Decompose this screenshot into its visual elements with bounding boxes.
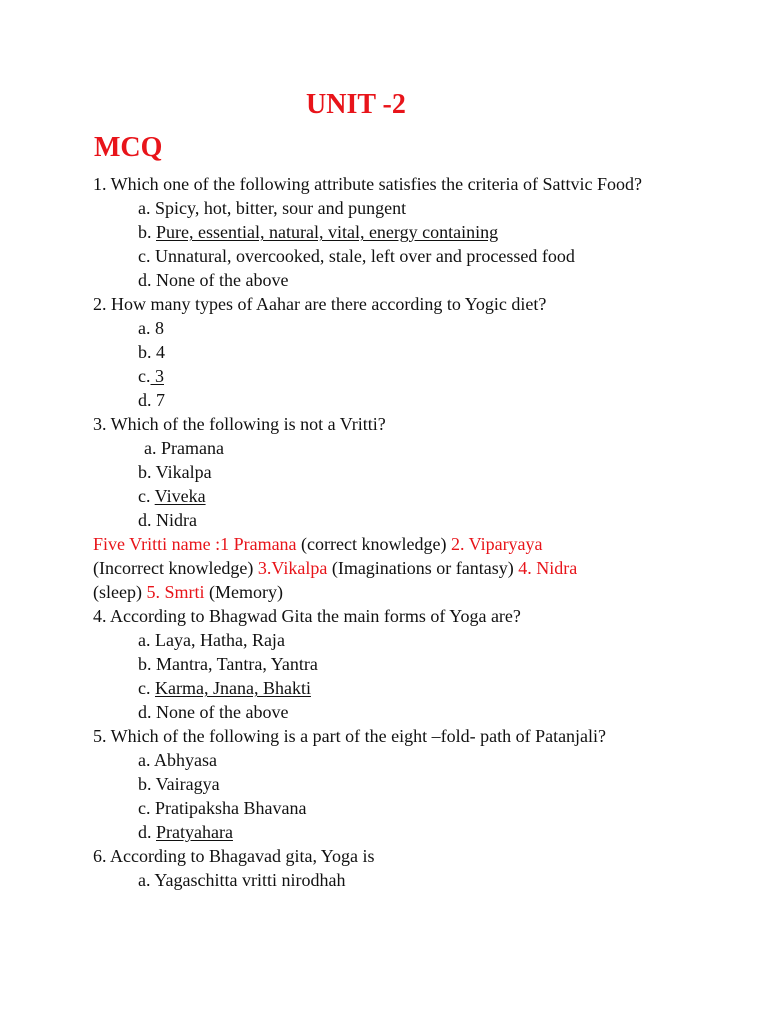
question-4-option-d: d. None of the above <box>138 702 289 722</box>
question-3-option-c <box>93 484 753 508</box>
vritti-meaning-3: (Imaginations or fantasy) <box>327 558 519 578</box>
option-label: d. <box>138 822 156 842</box>
vritti-meaning-1: (correct knowledge) <box>296 534 451 554</box>
correct-answer: 3 <box>150 366 164 386</box>
option-label: c. <box>138 366 151 386</box>
vritti-name-5: 5. Smrti <box>146 582 205 602</box>
correct-answer: Viveka <box>154 486 206 506</box>
question-2: 2. How many types of Aahar are there according to Yogic diet? <box>93 294 547 314</box>
question-2-option-a: a. 8 <box>138 318 164 338</box>
question-3-option-b: b. Vikalpa <box>138 462 212 482</box>
vritti-name-1: Five Vritti name :1 Pramana <box>93 534 297 554</box>
question-1-option-b <box>93 220 753 244</box>
question-3-option-a: a. Pramana <box>144 438 224 458</box>
option-label: c. <box>138 678 155 698</box>
question-4: 4. According to Bhagwad Gita the main forms of Yoga are? <box>93 606 521 626</box>
question-4-option-c <box>93 676 753 700</box>
question-4-option-b: b. Mantra, Tantra, Yantra <box>138 654 318 674</box>
correct-answer: Karma, Jnana, Bhakti <box>155 678 311 698</box>
question-1-option-c: c. Unnatural, overcooked, stale, left over and processed food <box>138 246 575 266</box>
vritti-name-3: 3.Vikalpa <box>257 558 328 578</box>
question-1-option-d: d. None of the above <box>138 270 289 290</box>
question-6: 6. According to Bhagavad gita, Yoga is <box>93 846 375 866</box>
question-5-option-d <box>93 820 753 844</box>
unit-title: UNIT -2 <box>306 89 406 120</box>
question-1: 1. Which one of the following attribute satisfies the criteria of Sattvic Food? <box>93 174 643 194</box>
question-2-option-b: b. 4 <box>138 342 165 362</box>
mcq-heading: MCQ <box>94 132 163 163</box>
option-label: c. <box>138 486 155 506</box>
option-label: b. <box>138 222 156 242</box>
question-5-option-b: b. Vairagya <box>138 774 220 794</box>
question-6-option-a: a. Yagaschitta vritti nirodhah <box>138 870 346 890</box>
vritti-meaning-5: (Memory) <box>204 582 283 602</box>
vritti-meaning-2: (Incorrect knowledge) <box>93 558 258 578</box>
question-5-option-c: c. Pratipaksha Bhavana <box>138 798 307 818</box>
vritti-meaning-4: (sleep) <box>93 582 147 602</box>
question-1-option-a: a. Spicy, hot, bitter, sour and pungent <box>138 198 407 218</box>
question-5-option-a: a. Abhyasa <box>138 750 217 770</box>
question-3: 3. Which of the following is not a Vritti? <box>93 414 386 434</box>
question-2-option-c <box>93 364 753 388</box>
question-2-option-d: d. 7 <box>138 390 165 410</box>
vritti-note <box>93 532 753 604</box>
vritti-name-2: 2. Viparyaya <box>450 534 543 554</box>
question-3-option-d: d. Nidra <box>138 510 197 530</box>
question-5: 5. Which of the following is a part of the eight –fold- path of Patanjali? <box>93 726 607 746</box>
vritti-name-4: 4. Nidra <box>518 558 578 578</box>
question-4-option-a: a. Laya, Hatha, Raja <box>138 630 285 650</box>
question-list <box>93 172 753 892</box>
correct-answer: Pratyahara <box>156 822 233 842</box>
correct-answer: Pure, essential, natural, vital, energy containing <box>156 222 499 242</box>
